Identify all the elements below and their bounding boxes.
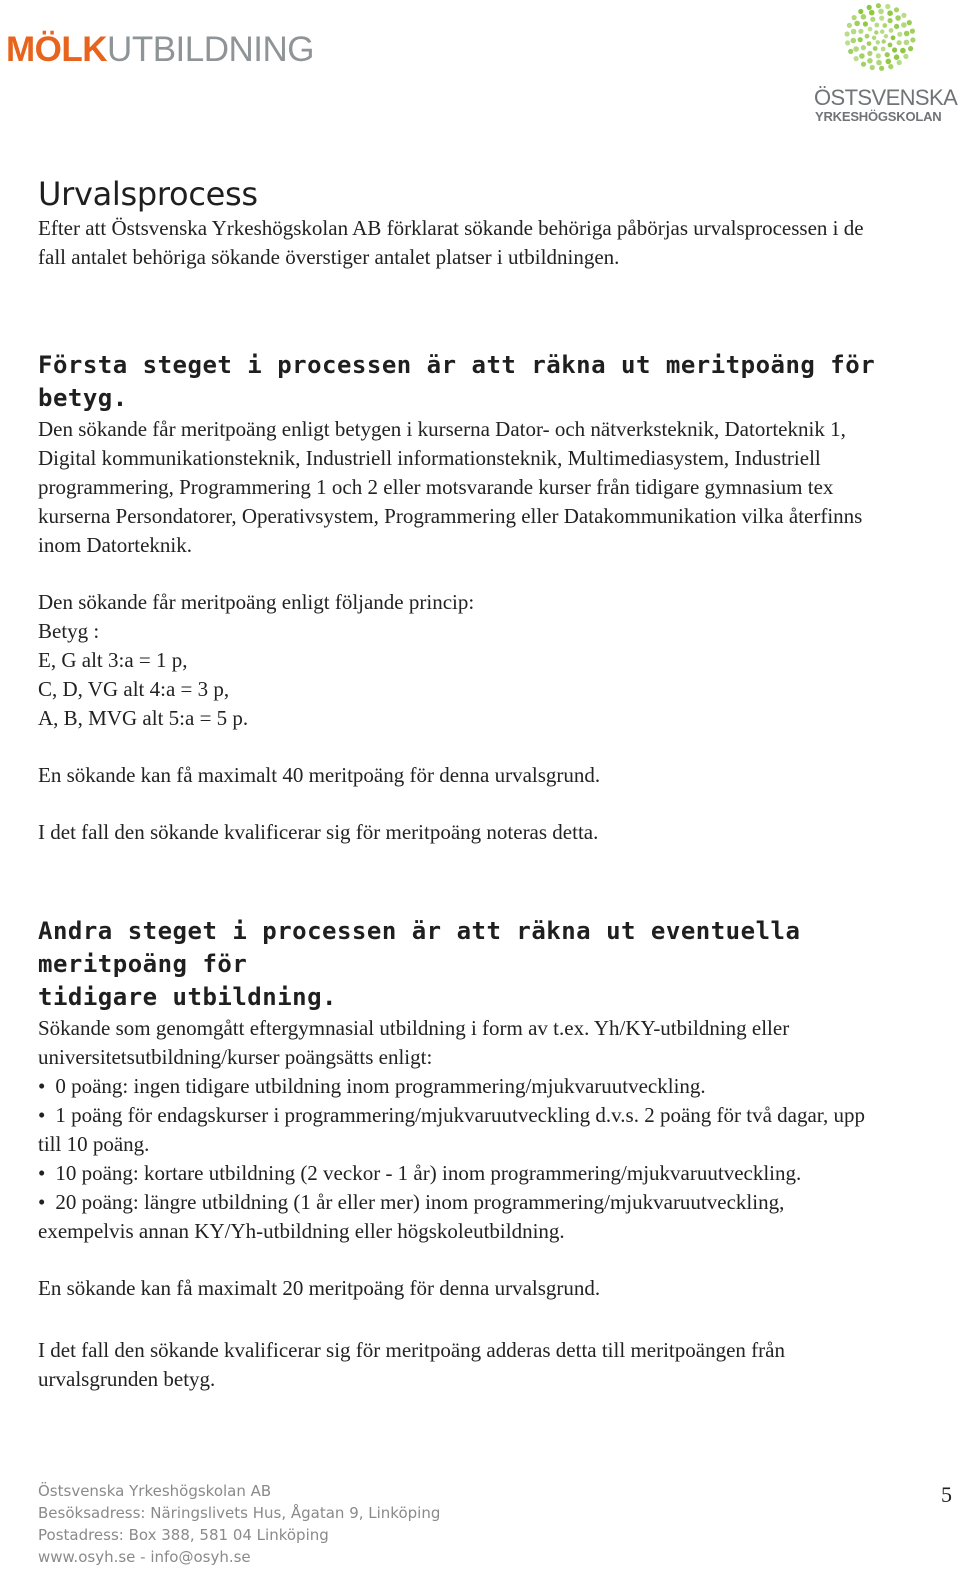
molk-utbildning-logo: MÖLKUTBILDNING xyxy=(6,30,315,69)
list-item-continuation: exempelvis annan KY/Yh-utbildning eller högskoleutbildning. xyxy=(38,1219,565,1243)
footer xyxy=(38,1480,440,1568)
paragraph-line: inom Datorteknik. xyxy=(38,533,192,557)
leaf-cluster-icon xyxy=(840,3,920,81)
list-item-continuation: till 10 poäng. xyxy=(38,1132,150,1156)
paragraph-line: Efter att Östsvenska Yrkeshögskolan AB förklarat sökande behöriga påbörjas urvalsprocessen i de xyxy=(38,216,864,240)
list-item: • 10 poäng: kortare utbildning (2 veckor - 1 år) inom programmering/mjukvaruutveckling. xyxy=(38,1159,948,1188)
paragraph-line: programmering, Programmering 1 och 2 eller motsvarande kurser från tidigare gymnasium tex xyxy=(38,475,834,499)
document-body xyxy=(38,174,948,1394)
ostsvenska-yrkeshogskolan-logo xyxy=(814,3,960,127)
paragraph-line: A, B, MVG alt 5:a = 5 p. xyxy=(38,706,249,730)
paragraph-line: Betyg : xyxy=(38,619,100,643)
footer-visit-address: Besöksadress: Näringslivets Hus, Ågatan 9, Linköping xyxy=(38,1504,441,1522)
paragraph-line: I det fall den sökande kvalificerar sig för meritpoäng adderas detta till meritpoängen från xyxy=(38,1338,785,1362)
list-item: • 20 poäng: längre utbildning (1 år eller mer) inom programmering/mjukvaruutveckling, xyxy=(38,1188,948,1217)
footer-contact: www.osyh.se - info@osyh.se xyxy=(38,1548,251,1566)
paragraph-line: E, G alt 3:a = 1 p, xyxy=(38,648,188,672)
section-heading: Andra steget i processen är att räkna ut eventuella meritpoäng för xyxy=(38,917,801,978)
section-heading: tidigare utbildning. xyxy=(38,983,337,1011)
paragraph-line: En sökande kan få maximalt 40 meritpoäng för denna urvalsgrund. xyxy=(38,763,601,787)
paragraph-line: C, D, VG alt 4:a = 3 p, xyxy=(38,677,230,701)
paragraph-line: Den sökande får meritpoäng enligt följande princip: xyxy=(38,590,475,614)
paragraph-line: kurserna Persondatorer, Operativsystem, Programmering eller Datakommunikation vilka återfinns xyxy=(38,504,863,528)
paragraph-line: Den sökande får meritpoäng enligt betygen i kurserna Dator- och nätverksteknik, Datorteknik 1, xyxy=(38,417,846,441)
paragraph-line: I det fall den sökande kvalificerar sig för meritpoäng noteras detta. xyxy=(38,820,599,844)
logo-name: ÖSTSVENSKA xyxy=(814,85,958,110)
footer-post-address: Postadress: Box 388, 581 04 Linköping xyxy=(38,1526,329,1544)
paragraph-line: Sökande som genomgått eftergymnasial utbildning i form av t.ex. Yh/KY-utbildning eller xyxy=(38,1016,790,1040)
paragraph-line: fall antalet behöriga sökande överstiger antalet platser i utbildningen. xyxy=(38,245,620,269)
list-item: • 0 poäng: ingen tidigare utbildning inom programmering/mjukvaruutveckling. xyxy=(38,1072,948,1101)
page-number: 5 xyxy=(941,1482,952,1507)
footer-org: Östsvenska Yrkeshögskolan AB xyxy=(38,1482,272,1500)
paragraph-line: urvalsgrunden betyg. xyxy=(38,1367,216,1391)
paragraph-line: universitetsutbildning/kurser poängsätts enligt: xyxy=(38,1045,433,1069)
section-heading: Första steget i processen är att räkna ut meritpoäng för betyg. xyxy=(38,351,876,412)
page-title: Urvalsprocess xyxy=(38,175,258,213)
paragraph-line: Digital kommunikationsteknik, Industriell informationsteknik, Multimediasystem, Industriell xyxy=(38,446,821,470)
paragraph-line: En sökande kan få maximalt 20 meritpoäng för denna urvalsgrund. xyxy=(38,1276,601,1300)
logo-subtitle: YRKESHÖGSKOLAN xyxy=(815,109,942,124)
list-item: • 1 poäng för endagskurser i programmering/mjukvaruutveckling d.v.s. 2 poäng för två dagar, upp xyxy=(38,1101,948,1130)
